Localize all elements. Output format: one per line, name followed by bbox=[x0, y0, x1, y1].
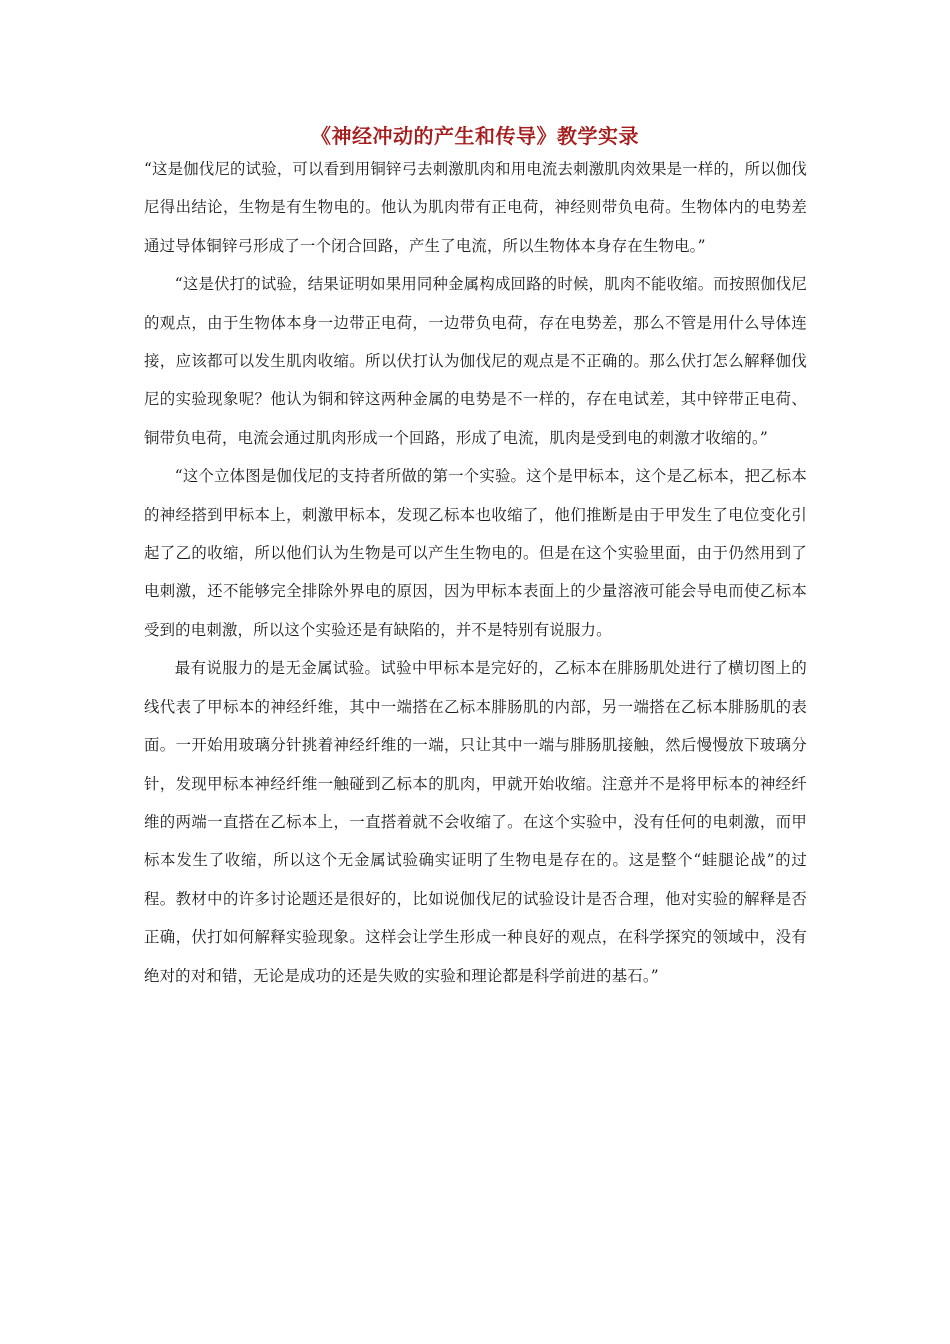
paragraph-volta-experiment: “这是伏打的试验，结果证明如果用同种金属构成回路的时候，肌肉不能收缩。而按照伽伐尼的观点，由于生物体本身一边带正电荷，一边带负电荷，存在电势差，那么不管是用什么导体连接，应该都可以发生肌肉收缩。所以伏打认为伽伐尼的观点是不正确的。那么伏打怎么解释伽伐尼的实验现象呢？他认为铜和锌这两种金属的电势是不一样的，存在电试差，其中锌带正电荷、铜带负电荷，电流会通过肌肉形成一个回路，形成了电流，肌肉是受到电的刺激才收缩的。” bbox=[144, 275, 807, 447]
document-body bbox=[144, 150, 807, 995]
document-title: 《神经冲动的产生和传导》教学实录 bbox=[311, 124, 639, 148]
paragraph-galvani-experiment: “这是伽伐尼的试验，可以看到用铜锌弓去刺激肌肉和用电流去刺激肌肉效果是一样的，所以伽伐尼得出结论，生物是有生物电的。他认为肌肉带有正电荷，神经则带负电荷。生物体内的电势差通过导体铜锌弓形成了一个闭合回路，产生了电流，所以生物体本身存在生物电。” bbox=[144, 160, 807, 255]
paragraph-metal-free-experiment: 最有说服力的是无金属试验。试验中甲标本是完好的，乙标本在腓肠肌处进行了横切图上的线代表了甲标本的神经纤维，其中一端搭在乙标本腓肠肌的内部，另一端搭在乙标本腓肠肌的表面。一开始用玻璃分针挑着神经纤维的一端，只让其中一端与腓肠肌接触，然后慢慢放下玻璃分针，发现甲标本神经纤维一触碰到乙标本的肌肉，甲就开始收缩。注意并不是将甲标本的神经纤维的两端一直搭在乙标本上，一直搭着就不会收缩了。在这个实验中，没有任何的电刺激，而甲标本发生了收缩，所以这个无金属试验确实证明了生物电是存在的。这是整个“蛙腿论战”的过程。教材中的许多讨论题还是很好的，比如说伽伐尼的试验设计是否合理，他对实验的解释是否正确，伏打如何解释实验现象。这样会让学生形成一种良好的观点，在科学探究的领域中，没有绝对的对和错，无论是成功的还是失败的实验和理论都是科学前进的基石。” bbox=[144, 659, 807, 985]
paragraph-stereo-diagram-experiment: “这个立体图是伽伐尼的支持者所做的第一个实验。这个是甲标本，这个是乙标本，把乙标本的神经搭到甲标本上，刺激甲标本，发现乙标本也收缩了，他们推断是由于甲发生了电位变化引起了乙的收缩，所以他们认为生物是可以产生生物电的。但是在这个实验里面，由于仍然用到了电刺激，还不能够完全排除外界电的原因，因为甲标本表面上的少量溶液可能会导电而使乙标本受到的电刺激，所以这个实验还是有缺陷的，并不是特别有说服力。 bbox=[144, 467, 807, 639]
